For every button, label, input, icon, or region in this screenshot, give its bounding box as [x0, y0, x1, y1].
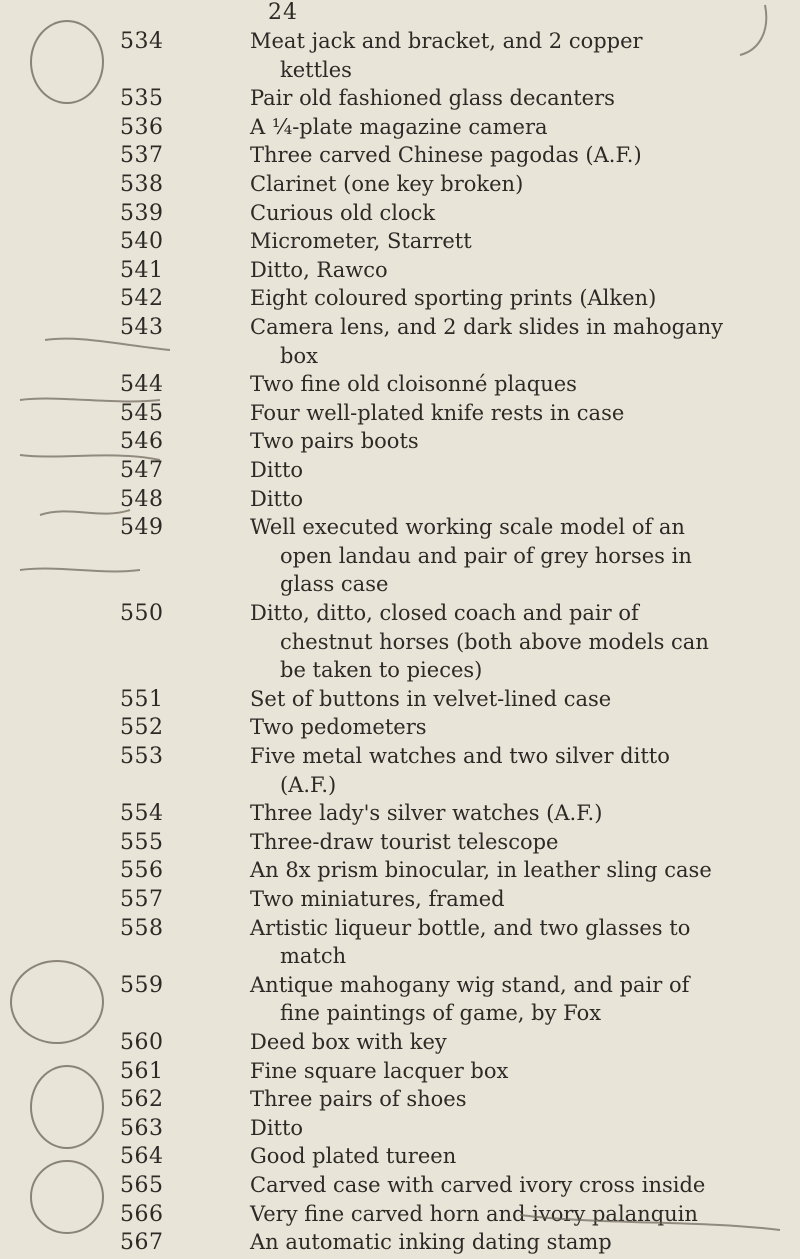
lot-number: 559 — [120, 972, 164, 998]
lot-description-line: (A.F.) — [280, 772, 337, 797]
lot-description-line: fine paintings of game, by Fox — [280, 1001, 602, 1026]
lot-number: 560 — [120, 1030, 164, 1055]
lot-description-line: chestnut horses (both above models can — [280, 629, 709, 654]
lot-description-line: Three pairs of shoes — [250, 1087, 467, 1112]
lot-number: 551 — [120, 686, 164, 712]
lot-description-line: Good plated tureen — [250, 1144, 457, 1169]
lot-number: 556 — [120, 858, 164, 884]
lot-description-line: open landau and pair of grey horses in — [280, 543, 692, 568]
lot-number: 537 — [120, 143, 164, 169]
lot-number: 542 — [120, 286, 164, 312]
lot-description-line: glass case — [280, 572, 389, 597]
lot-number: 555 — [120, 829, 164, 855]
lot-description-line: An automatic inking dating stamp — [250, 1230, 612, 1255]
lot-number: 552 — [120, 715, 164, 741]
lot-description-line: Two pedometers — [250, 715, 427, 740]
lot-number: 540 — [120, 229, 164, 255]
lot-number: 549 — [120, 515, 164, 541]
lot-description-line: Pair old fashioned glass decanters — [250, 86, 615, 111]
lot-number: 562 — [120, 1087, 164, 1113]
lot-description-line: Five metal watches and two silver ditto — [250, 744, 670, 768]
lot-number: 557 — [120, 887, 164, 912]
lot-number: 535 — [120, 86, 164, 112]
lot-description-line: Well executed working scale model of an — [250, 515, 685, 540]
lot-description-line: Ditto — [250, 458, 304, 482]
lot-description-line: Three-draw tourist telescope — [250, 829, 559, 854]
lot-description-line: Deed box with key — [250, 1030, 447, 1054]
lot-description-line: Three lady's silver watches (A.F.) — [250, 801, 603, 826]
lot-description-line: Ditto, ditto, closed coach and pair of — [250, 601, 639, 625]
lot-description-line: Ditto, Rawco — [250, 257, 388, 282]
lot-description-line: box — [280, 343, 318, 368]
lot-number: 548 — [120, 486, 164, 512]
lot-description-line: An 8x prism binocular, in leather sling case — [250, 858, 712, 883]
lot-number: 545 — [120, 400, 164, 426]
lot-description-line: A ¼-plate magazine camera — [250, 114, 548, 139]
lot-number: 567 — [120, 1230, 164, 1256]
lot-number: 538 — [120, 172, 164, 197]
lot-number: 534 — [120, 29, 164, 54]
lot-description-line: Carved case with carved ivory cross inside — [250, 1173, 706, 1197]
lot-description-line: Four well-plated knife rests in case — [250, 400, 625, 425]
lot-description-line: Artistic liqueur bottle, and two glasses to — [250, 915, 691, 940]
lot-description-line: Set of buttons in velvet-lined case — [250, 686, 612, 711]
lot-description-line: Antique mahogany wig stand, and pair of — [250, 972, 690, 997]
circled-lot-marker — [30, 20, 104, 104]
lot-description-line: Two fine old cloisonné plaques — [250, 372, 577, 397]
lot-description-line: Very fine carved horn and ivory palanquin — [250, 1201, 698, 1226]
lot-description-line: Ditto — [250, 1115, 304, 1140]
lot-number: 546 — [120, 429, 164, 455]
lot-number: 563 — [120, 1115, 164, 1141]
lot-description-line: Micrometer, Starrett — [250, 229, 472, 254]
lot-number: 544 — [120, 372, 164, 398]
lot-number: 553 — [120, 744, 164, 769]
lot-number: 566 — [120, 1201, 164, 1227]
lot-description-line: Clarinet (one key broken) — [250, 172, 524, 196]
circled-lot-marker — [30, 1160, 104, 1234]
lot-number: 565 — [120, 1173, 164, 1198]
lot-description-line: Three carved Chinese pagodas (A.F.) — [250, 143, 642, 168]
lot-description-line: Meat jack and bracket, and 2 copper — [250, 29, 643, 53]
lot-number: 547 — [120, 458, 164, 483]
circled-lot-marker — [30, 1065, 104, 1149]
lot-number: 536 — [120, 114, 164, 140]
lot-description-line: Fine square lacquer box — [250, 1058, 509, 1083]
lot-description-line: Curious old clock — [250, 200, 436, 225]
lot-description-line: Eight coloured sporting prints (Alken) — [250, 286, 657, 311]
lot-number: 564 — [120, 1144, 164, 1170]
lot-description-line: Two pairs boots — [250, 429, 419, 454]
lot-description-line: be taken to pieces) — [280, 658, 483, 683]
lot-number: 541 — [120, 257, 164, 283]
lot-description-line: Ditto — [250, 486, 304, 511]
lot-number: 550 — [120, 601, 164, 626]
lot-number: 558 — [120, 915, 164, 941]
lot-number: 543 — [120, 315, 164, 340]
lot-description-line: match — [280, 944, 347, 969]
page-number: 24 — [268, 0, 298, 25]
lot-number: 561 — [120, 1058, 164, 1084]
lot-description-line: Camera lens, and 2 dark slides in mahogany — [250, 315, 723, 339]
circled-lot-marker — [10, 960, 104, 1044]
lot-description-line: Two miniatures, framed — [250, 887, 505, 911]
lot-number: 554 — [120, 801, 164, 827]
lot-description-line: kettles — [280, 57, 352, 82]
lot-number: 539 — [120, 200, 164, 226]
